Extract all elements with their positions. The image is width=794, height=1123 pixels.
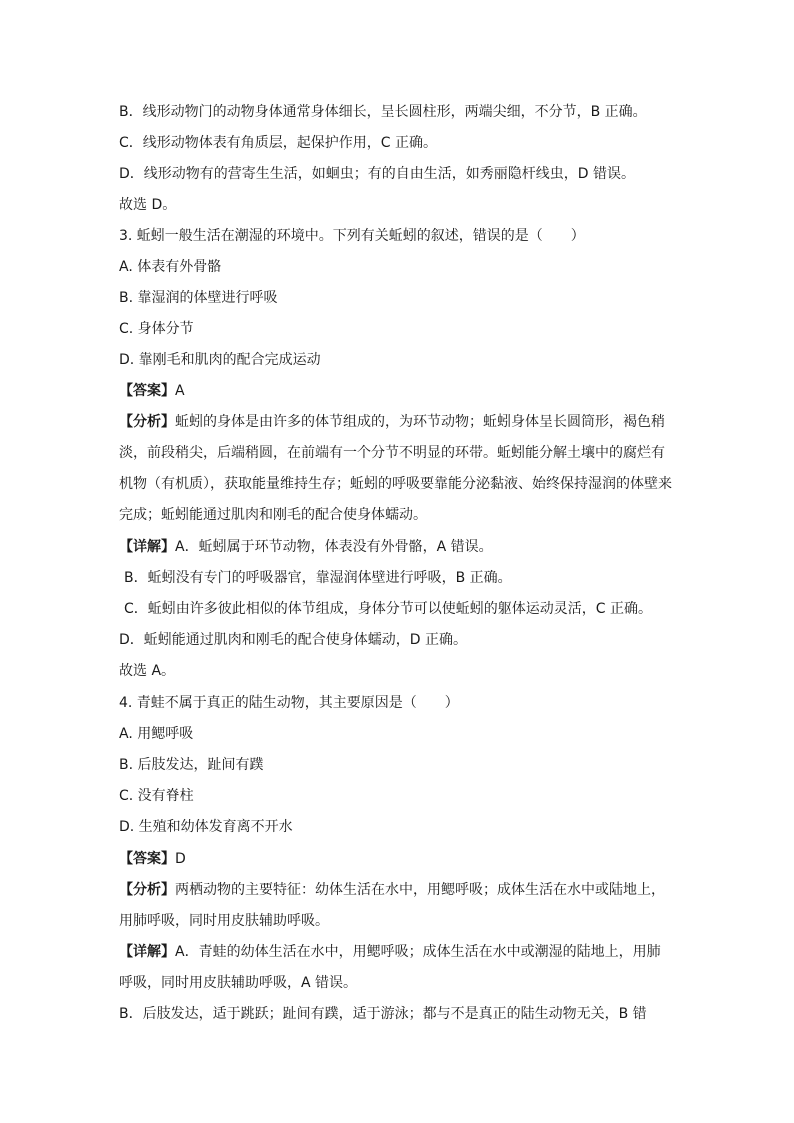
q4-option-a: A. 用鳃呼吸 xyxy=(119,726,194,742)
q3-option-b: B. 靠湿润的体壁进行呼吸 xyxy=(119,290,278,306)
q4-option-d: D. 生殖和幼体发育离不开水 xyxy=(119,819,293,835)
q2-option-b-explanation: B．线形动物门的动物身体通常身体细长，呈长圆柱形，两端尖细，不分节，B 正确。 xyxy=(119,104,647,120)
q3-analysis-line-4: 完成；蚯蚓能通过肌肉和刚毛的配合使身体蠕动。 xyxy=(119,507,427,523)
q3-conclusion: 故选 A。 xyxy=(119,663,176,679)
analysis-text: 两栖动物的主要特征：幼体生活在水中，用鳃呼吸；成体生活在水中或陆地上， xyxy=(175,882,665,898)
q4-detail-a-line-1 xyxy=(119,942,679,962)
analysis-text: 蚯蚓的身体是由许多的体节组成的，为环节动物；蚯蚓身体呈长圆筒形，褐色稍 xyxy=(175,414,665,430)
q2-option-c-explanation: C．线形动物体表有角质层，起保护作用，C 正确。 xyxy=(119,135,437,151)
q3-detail-b: B．蚯蚓没有专门的呼吸器官，靠湿润体壁进行呼吸，B 正确。 xyxy=(124,570,512,586)
answer-value: A xyxy=(175,383,185,399)
analysis-tag: 【分析】 xyxy=(119,882,175,898)
q3-detail-c: C．蚯蚓由许多彼此相似的体节组成，身体分节可以使蚯蚓的躯体运动灵活，C 正确。 xyxy=(124,601,652,617)
q4-option-b: B. 后肢发达，趾间有蹼 xyxy=(119,757,264,773)
q2-option-d-explanation: D．线形动物有的营寄生生活，如蛔虫；有的自由生活，如秀丽隐杆线虫，D 错误。 xyxy=(119,166,636,182)
answer-tag: 【答案】 xyxy=(119,383,175,399)
q2-conclusion: 故选 D。 xyxy=(119,197,177,213)
q3-detail-a xyxy=(119,537,679,557)
q4-analysis-line-1 xyxy=(119,880,679,900)
q4-stem: 4. 青蛙不属于真正的陆生动物，其主要原因是（ ） xyxy=(119,695,459,711)
q4-option-c: C. 没有脊柱 xyxy=(119,788,194,804)
answer-tag: 【答案】 xyxy=(119,851,175,867)
answer-value: D xyxy=(175,851,186,867)
analysis-tag: 【分析】 xyxy=(119,414,175,430)
q3-option-d: D. 靠刚毛和肌肉的配合完成运动 xyxy=(119,352,321,368)
q3-option-a: A. 体表有外骨骼 xyxy=(119,259,222,275)
q3-detail-d: D．蚯蚓能通过肌肉和刚毛的配合使身体蠕动，D 正确。 xyxy=(119,632,468,648)
q3-analysis-line-2: 淡，前段稍尖，后端稍圆，在前端有一个分节不明显的环带。蚯蚓能分解土壤中的腐烂有 xyxy=(119,445,665,461)
q3-analysis-line-3: 机物（有机质），获取能量维持生存；蚯蚓的呼吸要靠能分泌黏液、始终保持湿润的体壁来 xyxy=(119,476,672,492)
q3-analysis-line-1 xyxy=(119,412,679,432)
q4-answer xyxy=(119,849,679,869)
q3-answer xyxy=(119,381,679,401)
q3-stem: 3. 蚯蚓一般生活在潮湿的环境中。下列有关蚯蚓的叙述，错误的是（ ） xyxy=(119,228,585,244)
q3-option-c: C. 身体分节 xyxy=(119,321,194,337)
q4-detail-b: B．后肢发达，适于跳跃；趾间有蹼，适于游泳；都与不是真正的陆生动物无关，B 错 xyxy=(119,1006,647,1022)
q4-analysis-line-2: 用肺呼吸，同时用皮肤辅助呼吸。 xyxy=(119,913,329,929)
detail-tag: 【详解】 xyxy=(119,539,175,555)
detail-tag: 【详解】 xyxy=(119,944,175,960)
detail-text: A．蚯蚓属于环节动物，体表没有外骨骼，A 错误。 xyxy=(175,539,493,555)
detail-text: A．青蛙的幼体生活在水中，用鳃呼吸；成体生活在水中或潮湿的陆地上，用肺 xyxy=(175,944,661,960)
q4-detail-a-line-2: 呼吸，同时用皮肤辅助呼吸，A 错误。 xyxy=(119,975,358,991)
